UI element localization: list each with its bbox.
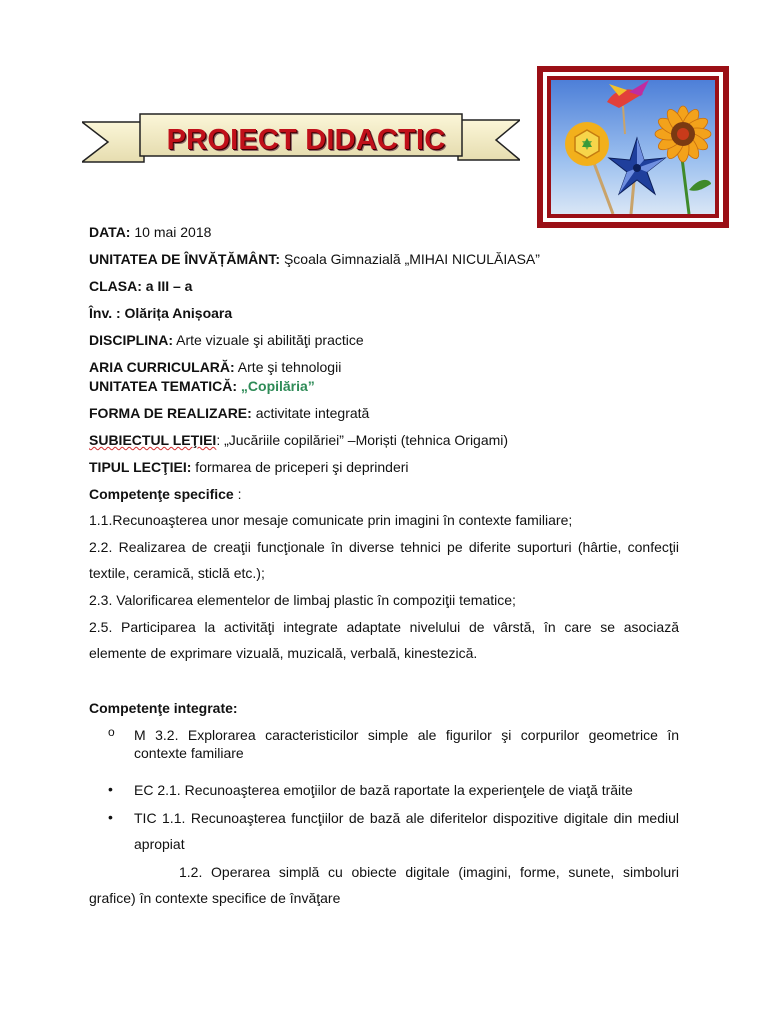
pinwheels-image bbox=[551, 80, 715, 214]
field-unitatea-tematica bbox=[89, 377, 315, 395]
list-marker: • bbox=[108, 781, 113, 797]
list-marker: • bbox=[108, 809, 113, 825]
list-item: 2.5. Participarea la activităţi integrate adaptate nivelului de vârstă, în care se asociază elemente de exprimare vizuală, muzicală, verbală, kinestezică. bbox=[89, 619, 679, 661]
field-subiectul-lectiei bbox=[89, 431, 508, 449]
section-heading-competente-integrate bbox=[89, 699, 238, 717]
field-clasa bbox=[89, 277, 192, 295]
list-item: EC 2.1. Recunoaşterea emoţiilor de bază raportate la experienţele de viaţă trăite bbox=[134, 782, 633, 798]
list-item: 1.1.Recunoaşterea unor mesaje comunicate prin imagini în contexte familiare; bbox=[89, 512, 573, 528]
list-item: M 3.2. Explorarea caracteristicilor simple ale figurilor şi corpurilor geometrice în contexte familiare bbox=[134, 727, 679, 761]
field-label: FORMA DE REALIZARE: bbox=[89, 405, 252, 421]
field-value: Arte şi tehnologii bbox=[234, 359, 342, 375]
list-item: 2.3. Valorificarea elementelor de limbaj plastic în compoziţii tematice; bbox=[89, 592, 516, 608]
field-label: UNITATEA DE ÎNVĂȚĂMÂNT: bbox=[89, 251, 281, 267]
field-label: DISCIPLINA: bbox=[89, 332, 173, 348]
field-tipul-lectiei bbox=[89, 458, 409, 476]
field-disciplina bbox=[89, 331, 364, 349]
field-data bbox=[89, 223, 211, 241]
list-item: 2.2. Realizarea de creaţii funcţionale în diverse tehnici pe diferite suporturi (hârtie, confecţii textile, ceramică, sticlă etc.); bbox=[89, 539, 679, 581]
page-title: PROIECT DIDACTIC bbox=[166, 124, 446, 156]
list-marker: o bbox=[108, 725, 115, 739]
field-label: ARIA CURRICULARĂ: bbox=[89, 359, 235, 375]
field-value: „Copilăria” bbox=[237, 378, 315, 394]
decorative-picture bbox=[537, 66, 729, 228]
field-aria-curriculara bbox=[89, 358, 341, 376]
field-value: : „Jucăriile copilăriei” –Moriști (tehnica Origami) bbox=[216, 432, 509, 448]
section-heading: Competenţe integrate: bbox=[89, 700, 238, 716]
field-value: 10 mai 2018 bbox=[130, 224, 212, 240]
list-item-continuation: 1.2. Operarea simplă cu obiecte digitale (imagini, forme, sunete, simboluri grafice) în contexte specifice de învăţare bbox=[89, 864, 679, 906]
field-unitatea-de-invatamant bbox=[89, 250, 540, 268]
section-heading: Competenţe specifice bbox=[89, 486, 234, 502]
field-label: CLASA: a III – a bbox=[89, 278, 193, 294]
field-value: Arte vizuale şi abilităţi practice bbox=[173, 332, 364, 348]
field-label: UNITATEA TEMATICĂ: bbox=[89, 378, 238, 394]
section-heading-competente-specifice bbox=[89, 485, 242, 503]
field-value: activitate integrată bbox=[251, 405, 370, 421]
heading-suffix: : bbox=[233, 486, 242, 502]
field-label: SUBIECTUL LEŢIEI bbox=[89, 432, 217, 448]
field-value: formarea de priceperi şi deprinderi bbox=[191, 459, 409, 475]
field-invatator bbox=[89, 304, 232, 322]
list-item: TIC 1.1. Recunoaşterea funcţiilor de bază ale diferitelor dispozitive digitale din mediul apropiat bbox=[134, 810, 679, 852]
field-label: Înv. : Olărița Anișoara bbox=[89, 305, 233, 321]
field-label: DATA: bbox=[89, 224, 131, 240]
field-value: Şcoala Gimnazială „MIHAI NICULĂIASA” bbox=[280, 251, 540, 267]
field-forma-de-realizare bbox=[89, 404, 369, 422]
field-label: TIPUL LECŢIEI: bbox=[89, 459, 192, 475]
